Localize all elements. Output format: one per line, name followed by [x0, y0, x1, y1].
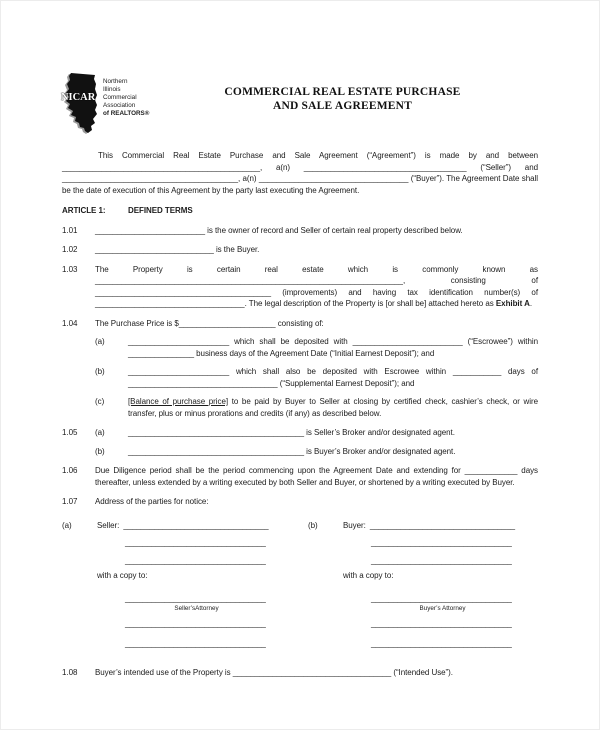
copy-to-label: with a copy to: — [97, 571, 148, 580]
section-1-01 — [62, 225, 538, 237]
seller-attorney-block — [125, 593, 268, 613]
logo-acronym: NICAR — [61, 91, 96, 103]
org-name-line: Northern — [103, 78, 128, 85]
balance-of-purchase-price: [Balance of purchase price] — [128, 397, 229, 406]
blank-line: ________________________________ — [125, 619, 266, 628]
blank-line: ________________________________ — [371, 638, 512, 648]
section-text: ___________________________ is the Buyer. — [95, 245, 260, 254]
address-marker: (b) — [308, 520, 318, 530]
subitem-marker: (b) — [95, 446, 105, 456]
section-text: Due Diligence period shall be the period commencing upon the Agreement Date and extending for ____________ days thereafter, unless extended by a writing executed by both Seller and Buyer, or shortened by a writing executed by Buyer. — [95, 466, 538, 487]
document-header — [62, 72, 538, 134]
subitem-marker: (a) — [95, 337, 105, 346]
blank-line: ________________________________ — [371, 593, 512, 603]
nicar-logo — [61, 72, 150, 134]
org-name-line: Commercial — [103, 94, 137, 101]
subitem-a — [95, 427, 538, 439]
org-name-line: Illinois — [103, 86, 121, 93]
blank-line: ________________________________ — [125, 593, 266, 603]
attorney-caption: Seller’sAttorney — [174, 605, 219, 612]
org-name-line: Association — [103, 102, 136, 109]
section-1-06 — [62, 465, 538, 488]
seller-address-row — [62, 520, 308, 532]
section-number: 1.02 — [62, 245, 78, 254]
org-name-line: of REALTORS® — [103, 110, 150, 117]
section-number: 1.07 — [62, 497, 78, 506]
section-number: 1.01 — [62, 225, 78, 235]
subitem-marker: (b) — [95, 367, 105, 376]
org-name — [103, 78, 149, 118]
seller-label: Seller: — [97, 520, 120, 530]
document-title-line-1: COMMERCIAL REAL ESTATE PURCHASE — [224, 86, 461, 98]
section-1-02 — [62, 244, 538, 256]
intro-paragraph: This Commercial Real Estate Purchase and Sale Agreement (“Agreement”) is made by and between _____________________________________________, a(n) _____________________________________ (“Seller”) and ________________________________________, a(n) __________________________________ (“Buyer”). The Agreement Date shall be the date of execution of this Agreement by the party last executing the Agreement. — [62, 151, 538, 195]
blank-line: _________________________________ — [369, 520, 516, 530]
article-1-label: ARTICLE 1: — [62, 206, 106, 215]
seller-address-column — [62, 520, 308, 650]
subitem-text: _______________________ which shall also be deposited with Escrowee within ___________ days of __________________________________ (“Supplemental Earnest Deposit”); and — [128, 367, 538, 388]
notice-addresses — [62, 520, 538, 650]
blank-line: ________________________________ — [371, 619, 512, 628]
section-number: 1.03 — [62, 264, 78, 274]
subitem-marker: (a) — [95, 428, 105, 437]
attorney-caption: Buyer’s Attorney — [419, 605, 466, 612]
subitem-text-part: to be paid by Buyer to Seller at closing by certified check, cashier’s check, or wire transfer, plus or minus prorations and credits (if any) as described below. — [128, 397, 538, 418]
section-text-part: The Property is certain real estate which is commonly known as ______________________________________________________________________, consisting of ________________________________________ (improvements) and having tax identification number(s) of __________________________________. The legal description of the Property is [or shall be] attached hereto as — [95, 264, 538, 308]
section-body — [95, 427, 538, 457]
subitem-a — [95, 336, 538, 359]
subitem-marker: (c) — [95, 397, 105, 406]
subitem-text — [128, 396, 538, 419]
section-text — [95, 264, 538, 310]
blank-line: ________________________________ — [371, 555, 512, 565]
section-number: 1.04 — [62, 318, 78, 328]
section-number: 1.08 — [62, 668, 78, 677]
subitem-b — [95, 366, 538, 389]
document-title — [147, 72, 538, 134]
section-1-08 — [62, 667, 538, 679]
document-title-line-2: AND SALE AGREEMENT — [272, 100, 413, 112]
article-1-title: DEFINED TERMS — [128, 206, 193, 215]
blank-line: ________________________________ — [125, 555, 266, 565]
buyer-address-column — [308, 520, 538, 650]
section-body — [95, 318, 538, 420]
buyer-attorney-block — [371, 593, 514, 613]
section-number: 1.05 — [62, 428, 78, 437]
subitem-text: ________________________________________ is Seller’s Broker and/or designated agent. — [128, 428, 455, 437]
exhibit-a-reference: Exhibit A — [495, 299, 530, 308]
article-1-heading — [62, 205, 538, 217]
section-number: 1.06 — [62, 466, 78, 475]
copy-to-label: with a copy to: — [343, 571, 394, 580]
section-text-part: . — [529, 299, 532, 308]
section-text: Address of the parties for notice: — [95, 497, 209, 506]
blank-line: ________________________________ — [125, 538, 266, 547]
section-text: Buyer’s intended use of the Property is ____________________________________ (“Intended Use”). — [95, 668, 453, 677]
buyer-label: Buyer: — [343, 520, 366, 530]
section-1-05 — [62, 427, 538, 457]
section-text: _________________________ is the owner of record and Seller of certain real property described below. — [95, 225, 463, 235]
subitem-text: ________________________________________ is Buyer’s Broker and/or designated agent. — [128, 446, 456, 456]
section-1-07 — [62, 496, 538, 508]
subitem-text: _______________________ which shall be deposited with _________________________ (“Escrowee”) within _______________ business days of the Agreement Date (“Initial Earnest Deposit”); and — [128, 337, 538, 358]
section-text: The Purchase Price is $______________________ consisting of: — [95, 318, 324, 328]
section-1-03 — [62, 264, 538, 310]
blank-line: ________________________________ — [125, 638, 266, 648]
blank-line: _________________________________ — [123, 520, 269, 530]
address-marker: (a) — [62, 520, 72, 530]
buyer-address-row — [308, 520, 538, 532]
section-1-04 — [62, 318, 538, 420]
blank-line: ________________________________ — [371, 538, 512, 547]
subitem-c — [95, 396, 538, 419]
subitem-b — [95, 446, 538, 458]
